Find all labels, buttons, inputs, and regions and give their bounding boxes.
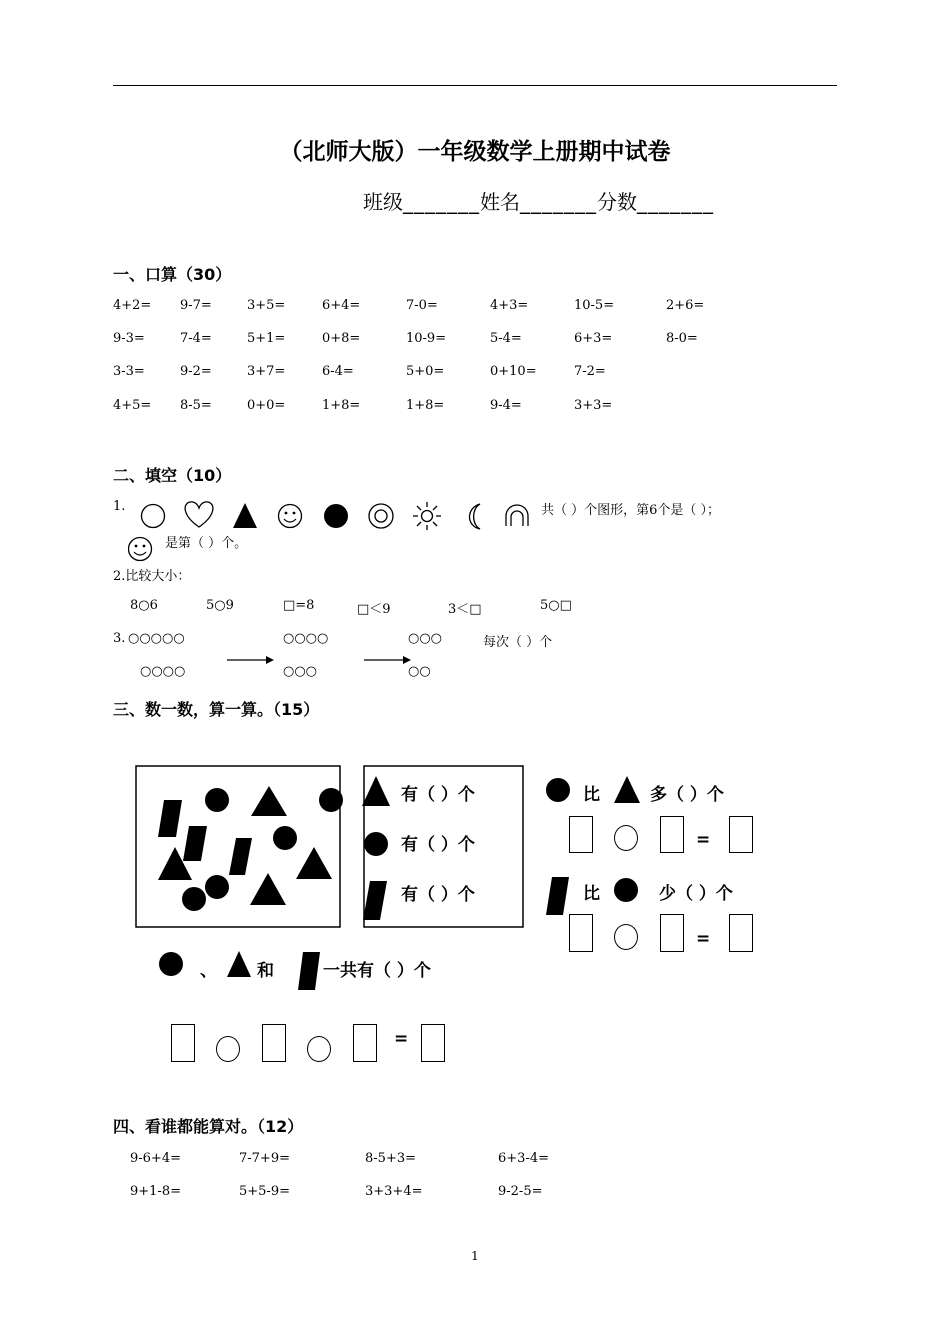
equals-sign: = <box>394 1029 409 1049</box>
answer-box[interactable] <box>729 914 753 952</box>
calc-item: 10-9= <box>406 331 447 346</box>
answer-box[interactable] <box>421 1024 445 1062</box>
moon-icon <box>470 504 481 529</box>
parallelogram-icon <box>298 952 320 990</box>
compare-item: 5○9 <box>206 598 234 613</box>
answer-box[interactable] <box>729 816 753 853</box>
q3-number: 3. <box>113 631 126 646</box>
section1-heading: 一、口算（30） <box>113 265 232 284</box>
calc-item: 7-7+9= <box>239 1151 290 1166</box>
calc-item: 1+8= <box>322 398 361 413</box>
circle-filled-icon <box>159 952 183 976</box>
mixed-shapes <box>158 776 390 920</box>
triangle-filled-icon <box>362 776 390 806</box>
parallelogram-count-label: 有（ ）个 <box>401 885 475 905</box>
calc-item: 10-5= <box>574 298 615 313</box>
calc-item: 0+10= <box>490 364 537 379</box>
triangle-filled-icon <box>251 786 287 816</box>
circle-count-label: 有（ ）个 <box>401 835 475 855</box>
calc-item: 6+3-4= <box>498 1151 549 1166</box>
operator-circle[interactable] <box>307 1036 331 1062</box>
q1-figures <box>128 496 548 566</box>
compare-item: □=8 <box>283 598 315 613</box>
page-number: 1 <box>471 1249 479 1263</box>
heart-outline-icon <box>185 502 213 527</box>
bi-label-2: 比 <box>583 884 600 904</box>
calc-item: 7-0= <box>406 298 438 313</box>
calc-item: 7-2= <box>574 364 606 379</box>
circle-filled-icon <box>182 887 206 911</box>
total-label: 一共有（ ）个 <box>323 961 431 981</box>
calc-item: 8-5+3= <box>365 1151 416 1166</box>
q3-top-2: ○○○○ <box>283 631 329 646</box>
circle-filled-icon <box>273 826 297 850</box>
calc-item: 6-4= <box>322 364 354 379</box>
q1-text-2: 是第（ ）个。 <box>165 536 248 551</box>
calc-item: 4+3= <box>490 298 529 313</box>
calc-item: 4+5= <box>113 398 152 413</box>
q3-arrows <box>226 653 426 669</box>
bi-label: 比 <box>583 785 600 805</box>
q1-text: 共（ ）个图形，第6个是（ ）； <box>541 503 721 518</box>
calc-item: 5-4= <box>490 331 522 346</box>
calc-item: 3+7= <box>247 364 286 379</box>
duo-label: 多（ ）个 <box>650 785 724 805</box>
operator-circle[interactable] <box>216 1036 240 1062</box>
operator-circle[interactable] <box>614 924 638 950</box>
calc-item: 3+5= <box>247 298 286 313</box>
student-info <box>363 186 714 215</box>
total-shapes <box>150 946 330 996</box>
calc-item: 8-5= <box>180 398 212 413</box>
answer-box[interactable] <box>353 1024 377 1062</box>
score-blank[interactable]: _______ <box>637 190 714 214</box>
answer-box[interactable] <box>569 816 593 853</box>
calc-item: 9+1-8= <box>130 1184 181 1199</box>
triangle-filled-icon <box>250 873 286 905</box>
parallelogram-icon <box>183 826 207 861</box>
section3-heading: 三、数一数，算一算。（15） <box>113 700 320 719</box>
calc-item: 5+0= <box>406 364 445 379</box>
double-circle-icon <box>369 504 393 528</box>
calc-item: 3+3+4= <box>365 1184 423 1199</box>
circle-filled-icon <box>205 875 229 899</box>
answer-box[interactable] <box>569 914 593 952</box>
dun-mark: 、 <box>200 961 217 981</box>
counting-figure <box>130 760 550 935</box>
circle-filled-icon <box>319 788 343 812</box>
equals-sign: = <box>696 929 711 949</box>
operator-circle[interactable] <box>614 825 638 851</box>
class-label: 班级 <box>363 190 403 214</box>
calc-item: 9-2= <box>180 364 212 379</box>
triangle-filled-icon <box>233 503 257 528</box>
calc-item: 3-3= <box>113 364 145 379</box>
answer-box[interactable] <box>171 1024 195 1062</box>
circle-outline-icon <box>142 505 165 528</box>
equals-sign: = <box>696 830 711 850</box>
answer-box[interactable] <box>262 1024 286 1062</box>
circle-filled-icon <box>546 778 570 802</box>
answer-box[interactable] <box>660 816 684 853</box>
top-rule <box>113 85 837 86</box>
name-blank[interactable]: _______ <box>520 190 597 214</box>
parallelogram-icon <box>158 800 182 837</box>
calc-item: 9-6+4= <box>130 1151 181 1166</box>
shao-label: 少（ ）个 <box>659 884 733 904</box>
calc-item: 9-7= <box>180 298 212 313</box>
q2-label: 2.比较大小： <box>113 569 191 584</box>
circle-filled-icon <box>324 504 348 528</box>
calc-item: 0+0= <box>247 398 286 413</box>
calc-item: 2+6= <box>666 298 705 313</box>
compare-item: 5○□ <box>540 598 572 613</box>
q3-bottom-2: ○○○ <box>283 664 318 679</box>
rainbow-icon <box>506 505 528 526</box>
section2-heading: 二、填空（10） <box>113 466 232 485</box>
triangle-count-label: 有（ ）个 <box>401 785 475 805</box>
q3-text: 每次（ ）个 <box>483 635 553 650</box>
sun-icon <box>413 502 441 530</box>
calc-item: 5+5-9= <box>239 1184 290 1199</box>
q3-top-3: ○○○ <box>408 631 443 646</box>
section4-heading: 四、看谁都能算对。（12） <box>113 1117 304 1136</box>
score-label: 分数 <box>597 190 637 214</box>
circle-filled-icon <box>205 788 229 812</box>
calc-item: 4+2= <box>113 298 152 313</box>
circle-filled-icon <box>614 878 638 902</box>
q1-number: 1. <box>113 499 126 514</box>
smiley-icon-2 <box>129 538 152 561</box>
calc-item: 6+4= <box>322 298 361 313</box>
q3-bottom-3: ○○ <box>408 664 431 679</box>
calc-item: 9-2-5= <box>498 1184 543 1199</box>
calc-item: 8-0= <box>666 331 698 346</box>
calc-item: 3+3= <box>574 398 613 413</box>
compare-item: □＜9 <box>357 602 391 617</box>
calc-item: 7-4= <box>180 331 212 346</box>
calc-item: 1+8= <box>406 398 445 413</box>
triangle-filled-icon <box>614 776 640 803</box>
smiley-icon <box>279 505 302 528</box>
name-label: 姓名 <box>480 190 520 214</box>
circle-filled-icon <box>364 832 388 856</box>
compare-item: 8○6 <box>130 598 158 613</box>
calc-item: 9-3= <box>113 331 145 346</box>
calc-item: 9-4= <box>490 398 522 413</box>
he-label: 和 <box>257 961 274 981</box>
q3-bottom-1: ○○○○ <box>140 664 186 679</box>
parallelogram-icon <box>546 877 569 915</box>
calc-item: 5+1= <box>247 331 286 346</box>
answer-box[interactable] <box>660 914 684 952</box>
compare-item: 3＜□ <box>448 602 482 617</box>
parallelogram-icon <box>363 881 387 920</box>
calc-item: 6+3= <box>574 331 613 346</box>
triangle-filled-icon <box>227 951 251 977</box>
class-blank[interactable]: _______ <box>403 190 480 214</box>
triangle-filled-icon <box>296 847 332 879</box>
page-title: （北师大版）一年级数学上册期中试卷 <box>279 139 671 165</box>
calc-item: 0+8= <box>322 331 361 346</box>
q3-top-1: ○○○○○ <box>128 631 185 646</box>
parallelogram-icon <box>229 838 252 875</box>
